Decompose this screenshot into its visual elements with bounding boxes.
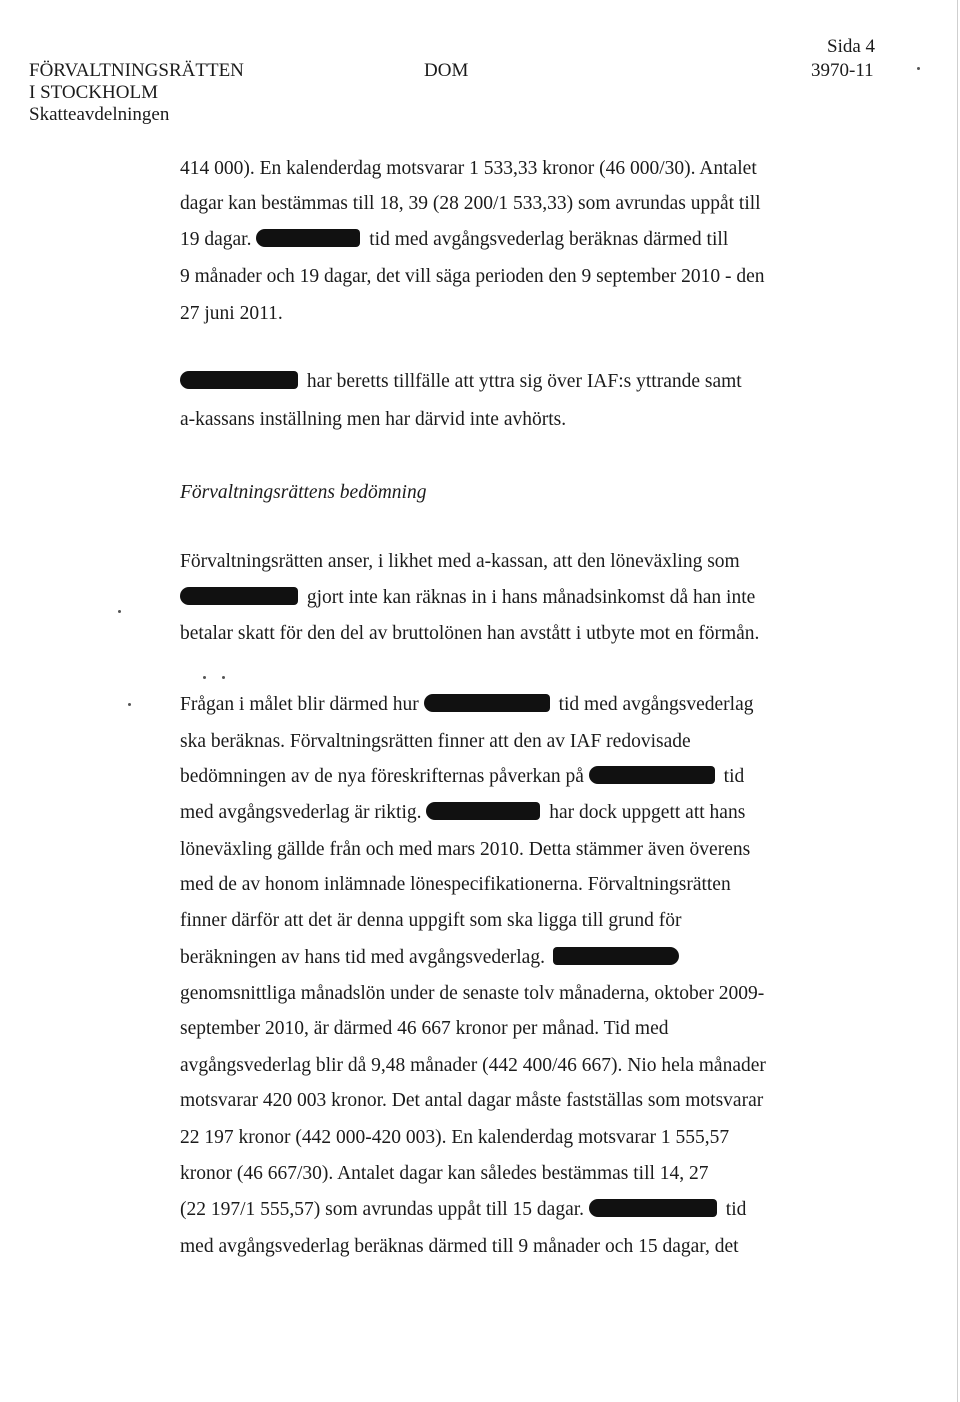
text-line: med de av honom inlämnade lönespecifikationerna. Förvaltningsrätten [180, 874, 731, 895]
document-type: DOM [424, 60, 469, 81]
text-segment: tid med avgångsvederlag [558, 694, 754, 715]
section-heading: Förvaltningsrättens bedömning [180, 482, 427, 503]
text-segment: tid med avgångsvederlag beräknas därmed till [369, 229, 729, 250]
scan-speck [222, 676, 225, 679]
text-line: 27 juni 2011. [180, 303, 283, 324]
scan-speck [203, 676, 206, 679]
redaction-bar [589, 1199, 717, 1217]
text-segment: tid [725, 1199, 747, 1220]
text-line [180, 946, 679, 970]
text-segment: Frågan i målet blir därmed hur [180, 694, 419, 715]
text-segment: (22 197/1 555,57) som avrundas uppåt till 15 dagar. [180, 1199, 585, 1220]
text-line: september 2010, är därmed 46 667 kronor per månad. Tid med [180, 1018, 669, 1039]
text-segment: har beretts tillfälle att yttra sig över IAF:s yttrande samt [306, 371, 742, 392]
text-segment: 19 dagar. [180, 229, 252, 250]
scan-speck [917, 67, 920, 70]
text-line: avgångsvederlag blir då 9,48 månader (442 400/46 667). Nio hela månader [180, 1055, 766, 1076]
text-line: Förvaltningsrätten anser, i likhet med a-kassan, att den löneväxling som [180, 551, 740, 572]
scan-speck [128, 703, 131, 706]
text-line: motsvarar 420 003 kronor. Det antal dagar måste fastställas som motsvarar [180, 1090, 764, 1111]
redaction-bar [553, 947, 679, 965]
text-line: 22 197 kronor (442 000-420 003). En kalenderdag motsvarar 1 555,57 [180, 1127, 730, 1148]
court-name-line1: FÖRVALTNINGSRÄTTEN [29, 60, 244, 81]
text-line: betalar skatt för den del av bruttolönen han avstått i utbyte mot en förmån. [180, 623, 760, 644]
text-line: med avgångsvederlag beräknas därmed till 9 månader och 15 dagar, det [180, 1236, 739, 1257]
redaction-bar [180, 587, 298, 605]
text-line [180, 801, 745, 825]
text-line: löneväxling gällde från och med mars 2010. Detta stämmer även överens [180, 839, 751, 860]
text-segment: har dock uppgett att hans [549, 802, 746, 823]
text-line [180, 765, 744, 789]
scan-speck [118, 610, 121, 613]
text-line [180, 370, 742, 394]
text-segment: med avgångsvederlag är riktig. [180, 802, 422, 823]
text-segment: bedömningen av de nya föreskrifternas påverkan på [180, 766, 584, 787]
text-segment: gjort inte kan räknas in i hans månadsinkomst då han inte [306, 587, 756, 608]
case-number: 3970-11 [811, 60, 874, 81]
text-line [180, 1198, 746, 1222]
text-line: finner därför att det är denna uppgift som ska ligga till grund för [180, 910, 682, 931]
text-line [180, 228, 728, 252]
department: Skatteavdelningen [29, 104, 170, 125]
text-line: 9 månader och 19 dagar, det vill säga perioden den 9 september 2010 - den [180, 266, 765, 287]
redaction-bar [256, 229, 360, 247]
text-line [180, 693, 754, 717]
text-line: a-kassans inställning men har därvid inte avhörts. [180, 409, 567, 430]
text-segment: tid [723, 766, 745, 787]
text-line [180, 586, 755, 610]
page-edge-line [957, 0, 958, 1402]
redaction-bar [180, 371, 298, 389]
text-segment: beräkningen av hans tid med avgångsvederlag. [180, 947, 545, 968]
text-line: ska beräknas. Förvaltningsrätten finner att den av IAF redovisade [180, 731, 691, 752]
redaction-bar [426, 802, 540, 820]
text-line: dagar kan bestämmas till 18, 39 (28 200/1 533,33) som avrundas uppåt till [180, 193, 761, 214]
page-number: Sida 4 [827, 36, 876, 57]
text-line: 414 000). En kalenderdag motsvarar 1 533,33 kronor (46 000/30). Antalet [180, 158, 757, 179]
text-line: kronor (46 667/30). Antalet dagar kan således bestämmas till 14, 27 [180, 1163, 709, 1184]
redaction-bar [589, 766, 715, 784]
redaction-bar [424, 694, 550, 712]
court-name-line2: I STOCKHOLM [29, 82, 158, 103]
text-line: genomsnittliga månadslön under de senaste tolv månaderna, oktober 2009- [180, 983, 765, 1004]
